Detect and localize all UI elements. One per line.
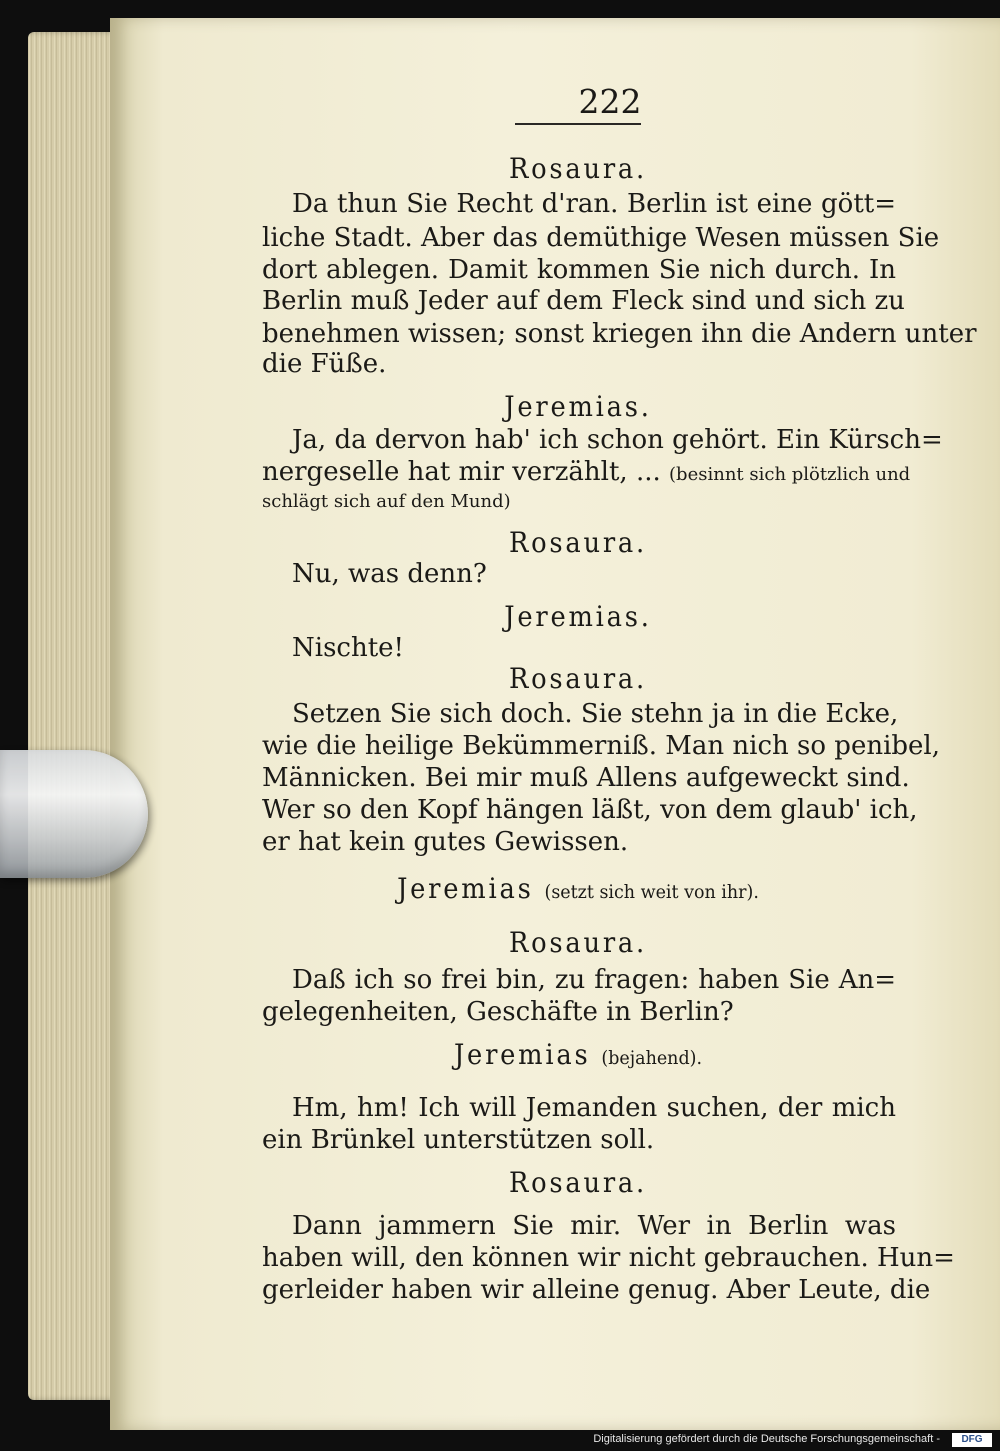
text-line: Da thun Sie Recht d'ran. Berlin ist eine gött= [292, 189, 896, 219]
text-line: Nu, was denn? [292, 559, 487, 589]
text-line: Nischte! [292, 633, 404, 663]
text-line: ein Brünkel unterstützen soll. [262, 1125, 655, 1155]
stage-direction: schlägt sich auf den Mund) [262, 491, 511, 512]
speaker-heading: Rosaura. [508, 926, 647, 959]
speaker-heading: Jeremias. [504, 600, 652, 633]
stage-direction: (setzt sich weit von ihr). [544, 881, 759, 903]
text-line: Männicken. Bei mir muß Allens aufgeweckt sind. [262, 763, 910, 793]
text-line: gelegenheiten, Geschäfte in Berlin? [262, 997, 734, 1027]
text-line: benehmen wissen; sonst kriegen ihn die Andern unter [262, 319, 977, 349]
page-edges [28, 32, 118, 1400]
text-line: haben will, den können wir nicht gebrauchen. Hun= [262, 1243, 955, 1273]
text-line: er hat kein gutes Gewissen. [262, 827, 629, 857]
text-line: Setzen Sie sich doch. Sie stehn ja in die Ecke, [292, 699, 899, 729]
speaker-heading [348, 872, 808, 905]
text-line: Berlin muß Jeder auf dem Fleck sind und sich zu [262, 286, 905, 316]
text-line: Wer so den Kopf hängen läßt, von dem glaub' ich, [262, 795, 918, 825]
speaker-heading: Rosaura. [508, 662, 647, 695]
footer-bar [0, 1430, 1000, 1451]
page-number: 222 [578, 82, 642, 121]
speaker-name: Jeremias [397, 872, 534, 905]
page-clip [0, 750, 148, 878]
text-line: die Füße. [262, 349, 387, 379]
speaker-heading: Rosaura. [508, 526, 647, 559]
speaker-heading [348, 1038, 808, 1071]
stage-direction: (besinnt sich plötzlich und [669, 464, 911, 485]
dfg-logo: DFG [952, 1433, 992, 1447]
speaker-heading: Jeremias. [504, 390, 652, 423]
text-line: Dann jammern Sie mir. Wer in Berlin was [292, 1211, 896, 1241]
text-line: Hm, hm! Ich will Jemanden suchen, der mich [292, 1093, 896, 1123]
speaker-heading: Rosaura. [508, 152, 647, 185]
stage-direction: (bejahend). [601, 1047, 703, 1069]
text-segment: nergeselle hat mir verzählt, ... [262, 457, 661, 487]
header-rule [515, 123, 641, 125]
text-line: wie die heilige Bekümmerniß. Man nich so penibel, [262, 731, 941, 761]
speaker-name: Jeremias [453, 1038, 591, 1071]
footer-credit: Digitalisierung gefördert durch die Deutsche Forschungsgemeinschaft - [593, 1433, 940, 1445]
text-line: dort ablegen. Damit kommen Sie nich durch. In [262, 255, 896, 285]
text-line: liche Stadt. Aber das demüthige Wesen müssen Sie [262, 223, 940, 253]
text-line: Ja, da dervon hab' ich schon gehört. Ein Kürsch= [292, 425, 943, 455]
text-line: Daß ich so frei bin, zu fragen: haben Sie An= [292, 965, 896, 995]
speaker-heading: Rosaura. [508, 1166, 647, 1199]
text-line: gerleider haben wir alleine genug. Aber Leute, die [262, 1275, 931, 1305]
